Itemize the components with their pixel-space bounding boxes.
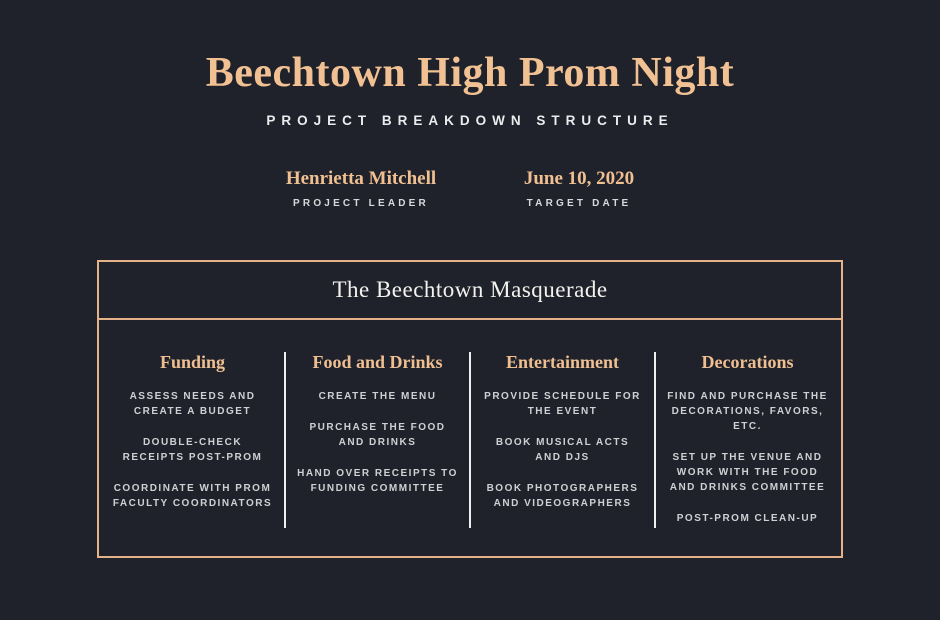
meta-label: TARGET DATE [526,198,632,210]
page-title: Beechtown High Prom Night [205,50,735,96]
task-list [666,389,829,526]
task-list [111,389,274,511]
column-title: Decorations [701,352,794,373]
wbs-header [99,262,841,320]
task-item: FIND AND PURCHASE THE DECORATIONS, FAVORS, ETC. [667,391,828,433]
task-item: CREATE THE MENU [318,391,437,403]
column-title: Funding [159,352,226,373]
wbs-body [99,320,841,556]
meta-value: Henrietta Mitchell [285,168,437,190]
task-list [481,389,644,511]
wbs-box [97,260,843,558]
column-title: Food and Drinks [312,352,443,373]
wbs-column [101,352,284,528]
task-item: POST-PROM CLEAN-UP [676,513,819,525]
meta-row [0,168,940,209]
task-item: ASSESS NEEDS AND CREATE A BUDGET [129,391,256,418]
meta-label: PROJECT LEADER [293,198,429,210]
meta-value: June 10, 2020 [523,168,635,190]
task-list [296,389,459,496]
wbs-columns [101,352,839,528]
column-title: Entertainment [506,352,619,373]
task-item: PROVIDE SCHEDULE FOR THE EVENT [484,391,641,418]
project-name: The Beechtown Masquerade [332,277,608,303]
meta-item [266,168,456,209]
wbs-column [471,352,654,528]
wbs-column [656,352,839,528]
task-item: SET UP THE VENUE AND WORK WITH THE FOOD AND DRINKS COMMITTEE [669,452,826,494]
page-subtitle: PROJECT BREAKDOWN STRUCTURE [266,113,674,129]
task-item: COORDINATE WITH PROM FACULTY COORDINATORS [112,483,273,510]
task-item: BOOK PHOTOGRAPHERS AND VIDEOGRAPHERS [486,483,639,510]
task-item: PURCHASE THE FOOD AND DRINKS [309,422,446,449]
meta-item [484,168,674,209]
task-item: HAND OVER RECEIPTS TO FUNDING COMMITTEE [297,468,458,495]
task-item: BOOK MUSICAL ACTS AND DJS [495,437,630,464]
task-item: DOUBLE-CHECK RECEIPTS POST-PROM [122,437,263,464]
wbs-column [286,352,469,528]
